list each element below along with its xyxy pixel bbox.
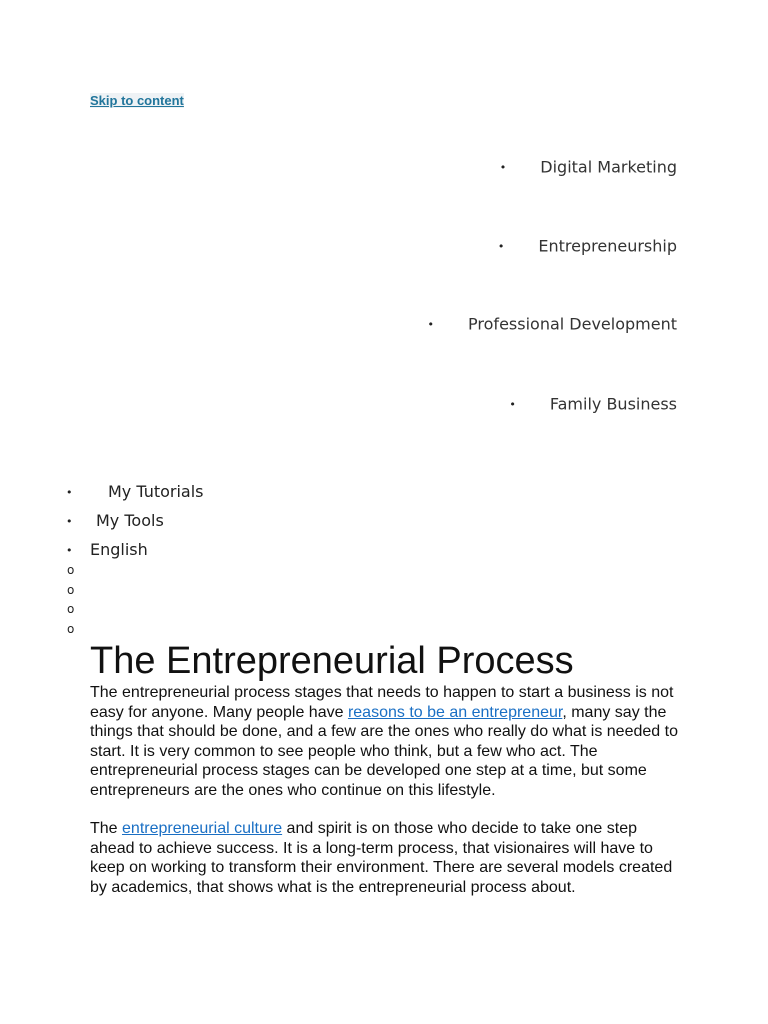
bullet-icon: •	[499, 160, 507, 174]
skip-to-content-link[interactable]: Skip to content	[90, 93, 184, 108]
nav-item-my-tutorials[interactable]: My Tutorials	[108, 482, 204, 501]
paragraph-text: The	[90, 820, 123, 837]
page-title: The Entrepreneurial Process	[90, 640, 574, 682]
sub-bullet-icon: o	[67, 602, 75, 616]
paragraph-text: , many say the things that should be done, and a few are the ones who really do what is needed to start. It is very common to see people who think, but a few who act. The entrepreneurial process stages can be developed one step at a time, but some entrepreneurs are the ones who continue on this lifestyle.	[90, 703, 678, 799]
nav-item-label: Digital Marketing	[540, 157, 677, 177]
bullet-icon: •	[497, 239, 505, 253]
nav-item-entrepreneurship[interactable]	[498, 236, 677, 257]
entrepreneurial-culture-link[interactable]: entrepreneurial culture	[122, 820, 283, 837]
nav-item-my-tools[interactable]: My Tools	[96, 511, 164, 530]
article-paragraph	[90, 683, 680, 800]
sub-bullet-icon: o	[67, 563, 75, 577]
language-selector-english[interactable]: English	[90, 540, 148, 559]
nav-item-professional-development[interactable]	[428, 314, 677, 335]
bullet-icon: •	[66, 544, 73, 557]
article-body	[90, 683, 680, 916]
nav-item-family-business[interactable]	[509, 394, 677, 415]
bullet-icon: •	[509, 397, 516, 411]
nav-item-digital-marketing[interactable]	[500, 157, 677, 178]
bullet-icon: •	[427, 317, 435, 331]
sub-bullet-icon: o	[67, 622, 75, 636]
nav-item-label: Professional Development	[468, 314, 677, 334]
bullet-icon: •	[66, 486, 73, 499]
paragraph-text: and spirit is on those who decide to take one step ahead to achieve success. It is a long-term process, that visionaires will have to keep on working to transform their environment. There are several models created by academics, that shows what is the entrepreneurial process about.	[90, 820, 673, 896]
nav-item-label: Family Business	[549, 394, 677, 414]
bullet-icon: •	[66, 515, 73, 528]
paragraph-text: The entrepreneurial process stages that needs to happen to start a business is not easy for anyone. Many people have	[90, 684, 674, 721]
article-paragraph	[90, 819, 680, 897]
nav-item-label: Entrepreneurship	[538, 236, 677, 256]
reasons-to-be-an-entrepreneur-link[interactable]: reasons to be an entrepreneur	[347, 703, 563, 721]
sub-bullet-icon: o	[67, 583, 75, 597]
